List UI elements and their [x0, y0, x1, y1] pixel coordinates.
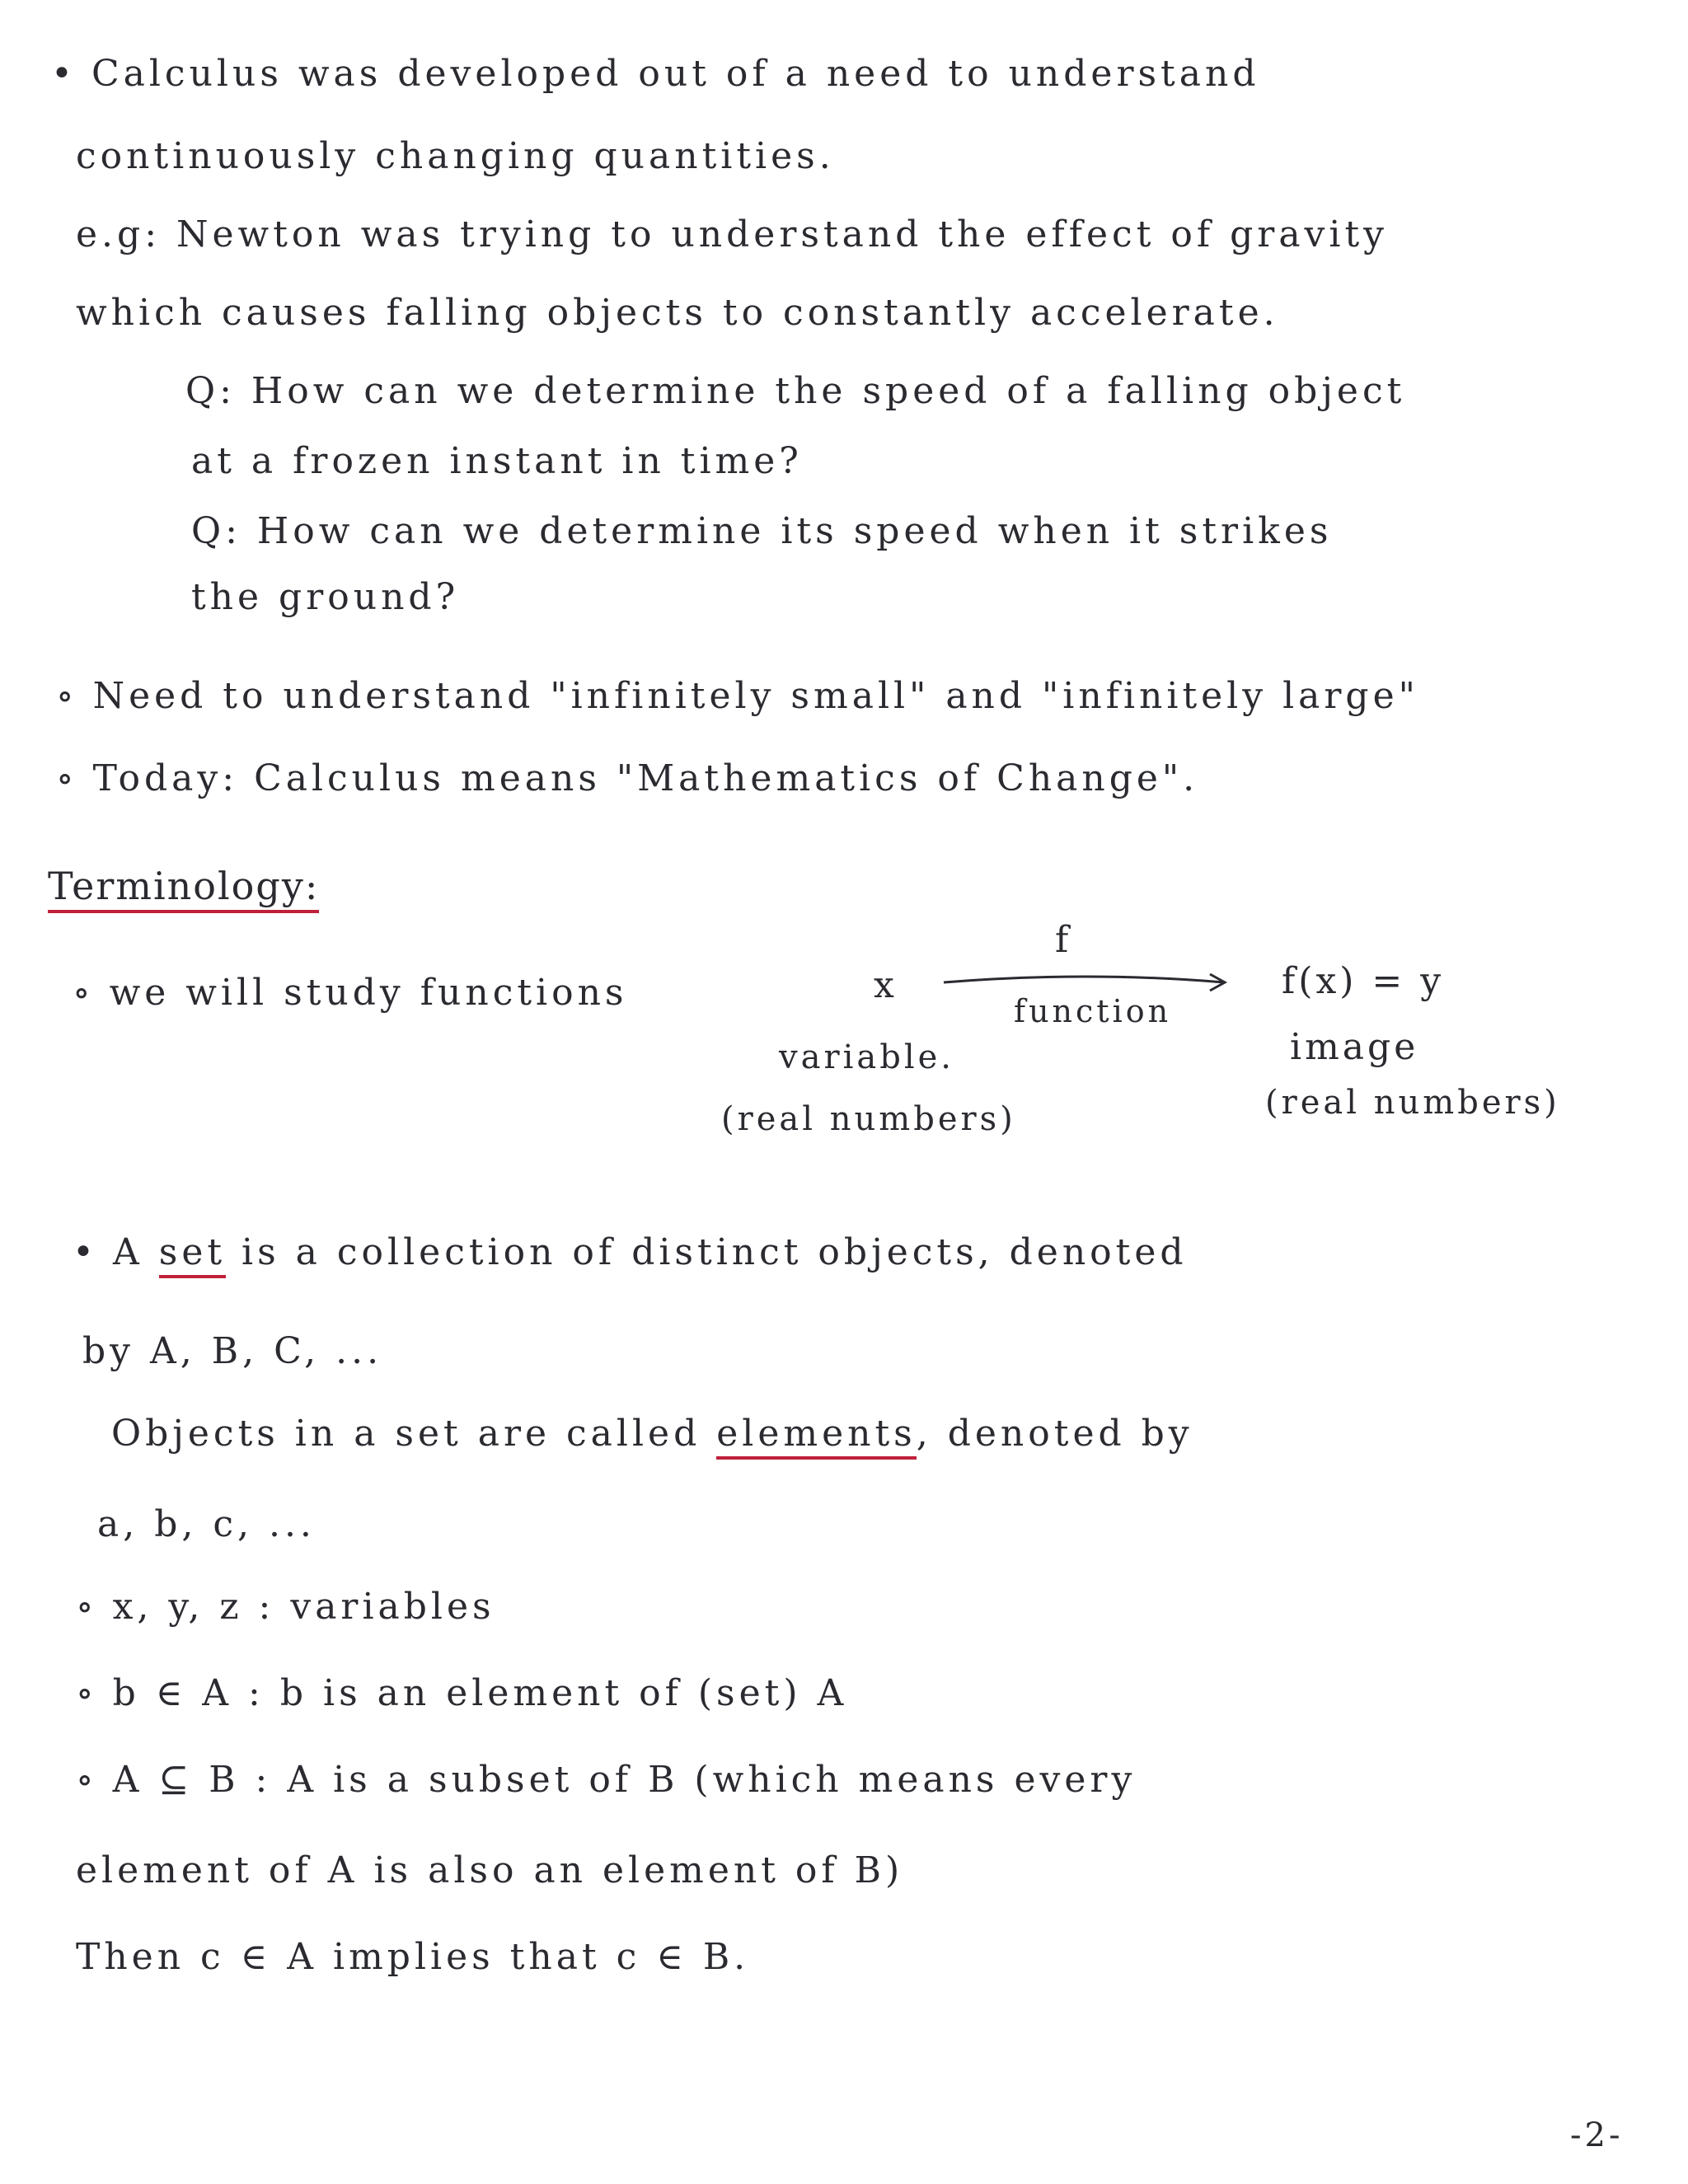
note-text: Need to understand "infinitely small" and "infinitely large": [92, 675, 1419, 717]
bullet: ∘: [76, 1759, 98, 1801]
note-text: e.g: Newton was trying to understand the effect of gravity: [76, 213, 1389, 255]
diagram-variable: variable.: [779, 1038, 954, 1076]
note-text: Today: Calculus means "Mathematics of Change".: [92, 757, 1199, 799]
underlined-term: set: [159, 1231, 226, 1278]
note-text: A ⊆ B : A is a subset of B (which means every: [112, 1759, 1137, 1801]
note-line: [56, 754, 1198, 804]
bullet: •: [51, 53, 77, 95]
bullet: ∘: [76, 1672, 98, 1714]
note-text: a, b, c, ...: [97, 1503, 316, 1545]
bullet: ∘: [73, 972, 95, 1014]
underlined-term: elements: [716, 1413, 917, 1460]
note-line: [73, 1228, 1188, 1277]
note-line: [97, 1500, 316, 1549]
function-arrow-icon: [940, 964, 1236, 997]
question-line: [191, 437, 803, 486]
bullet: •: [73, 1231, 98, 1273]
note-line: [76, 132, 835, 181]
note-text: the ground?: [191, 576, 460, 618]
note-text: Calculus was developed out of a need to understand: [91, 53, 1260, 95]
terminology-heading: Terminology:: [48, 864, 319, 913]
diagram-f: f: [1055, 919, 1072, 961]
note-line: [76, 1669, 847, 1718]
note-text: x, y, z : variables: [112, 1586, 495, 1628]
note-text: continuously changing quantities.: [76, 135, 835, 177]
question-line: [185, 367, 1405, 416]
note-text: Q: How can we determine the speed of a falling object: [185, 370, 1406, 412]
note-line: [76, 1846, 903, 1896]
note-line: [111, 1409, 1193, 1459]
note-text: we will study functions: [109, 972, 628, 1014]
note-text: is a collection of distinct objects, denoted: [241, 1231, 1188, 1273]
note-line: [76, 288, 1279, 338]
diagram-x: x: [874, 964, 898, 1006]
note-line: [76, 210, 1388, 260]
note-text: A: [112, 1231, 143, 1273]
bullet: ∘: [76, 1586, 98, 1628]
note-text: b ∈ A : b is an element of (set) A: [112, 1672, 848, 1714]
note-text: Then c ∈ A implies that c ∈ B.: [76, 1936, 750, 1978]
note-text: , denoted by: [916, 1413, 1193, 1455]
diagram-function-label: function: [1014, 993, 1172, 1029]
diagram-fx: f(x) = y: [1282, 960, 1445, 1002]
diagram-image: image: [1290, 1026, 1419, 1068]
note-line: [56, 672, 1419, 721]
bullet: ∘: [56, 675, 78, 717]
note-text: at a frozen instant in time?: [191, 440, 803, 482]
note-text: Objects in a set are called: [111, 1413, 701, 1455]
diagram-real-right: (real numbers): [1265, 1084, 1560, 1122]
note-line: [76, 1755, 1136, 1805]
question-line: [191, 507, 1332, 556]
question-line: [191, 573, 459, 622]
section-heading: [48, 861, 319, 911]
page-number: -2-: [1570, 2116, 1624, 2154]
diagram-real-left: (real numbers): [721, 1100, 1016, 1138]
note-text: Q: How can we determine its speed when it strikes: [191, 510, 1333, 552]
bullet: ∘: [56, 757, 78, 799]
note-line: [76, 1582, 495, 1632]
note-line: [51, 49, 1259, 99]
note-line: [76, 1933, 749, 1982]
note-line: [73, 968, 628, 1018]
note-line: [82, 1327, 382, 1376]
note-text: which causes falling objects to constantly accelerate.: [76, 292, 1279, 334]
note-text: by A, B, C, ...: [82, 1330, 383, 1372]
note-text: element of A is also an element of B): [76, 1849, 904, 1891]
